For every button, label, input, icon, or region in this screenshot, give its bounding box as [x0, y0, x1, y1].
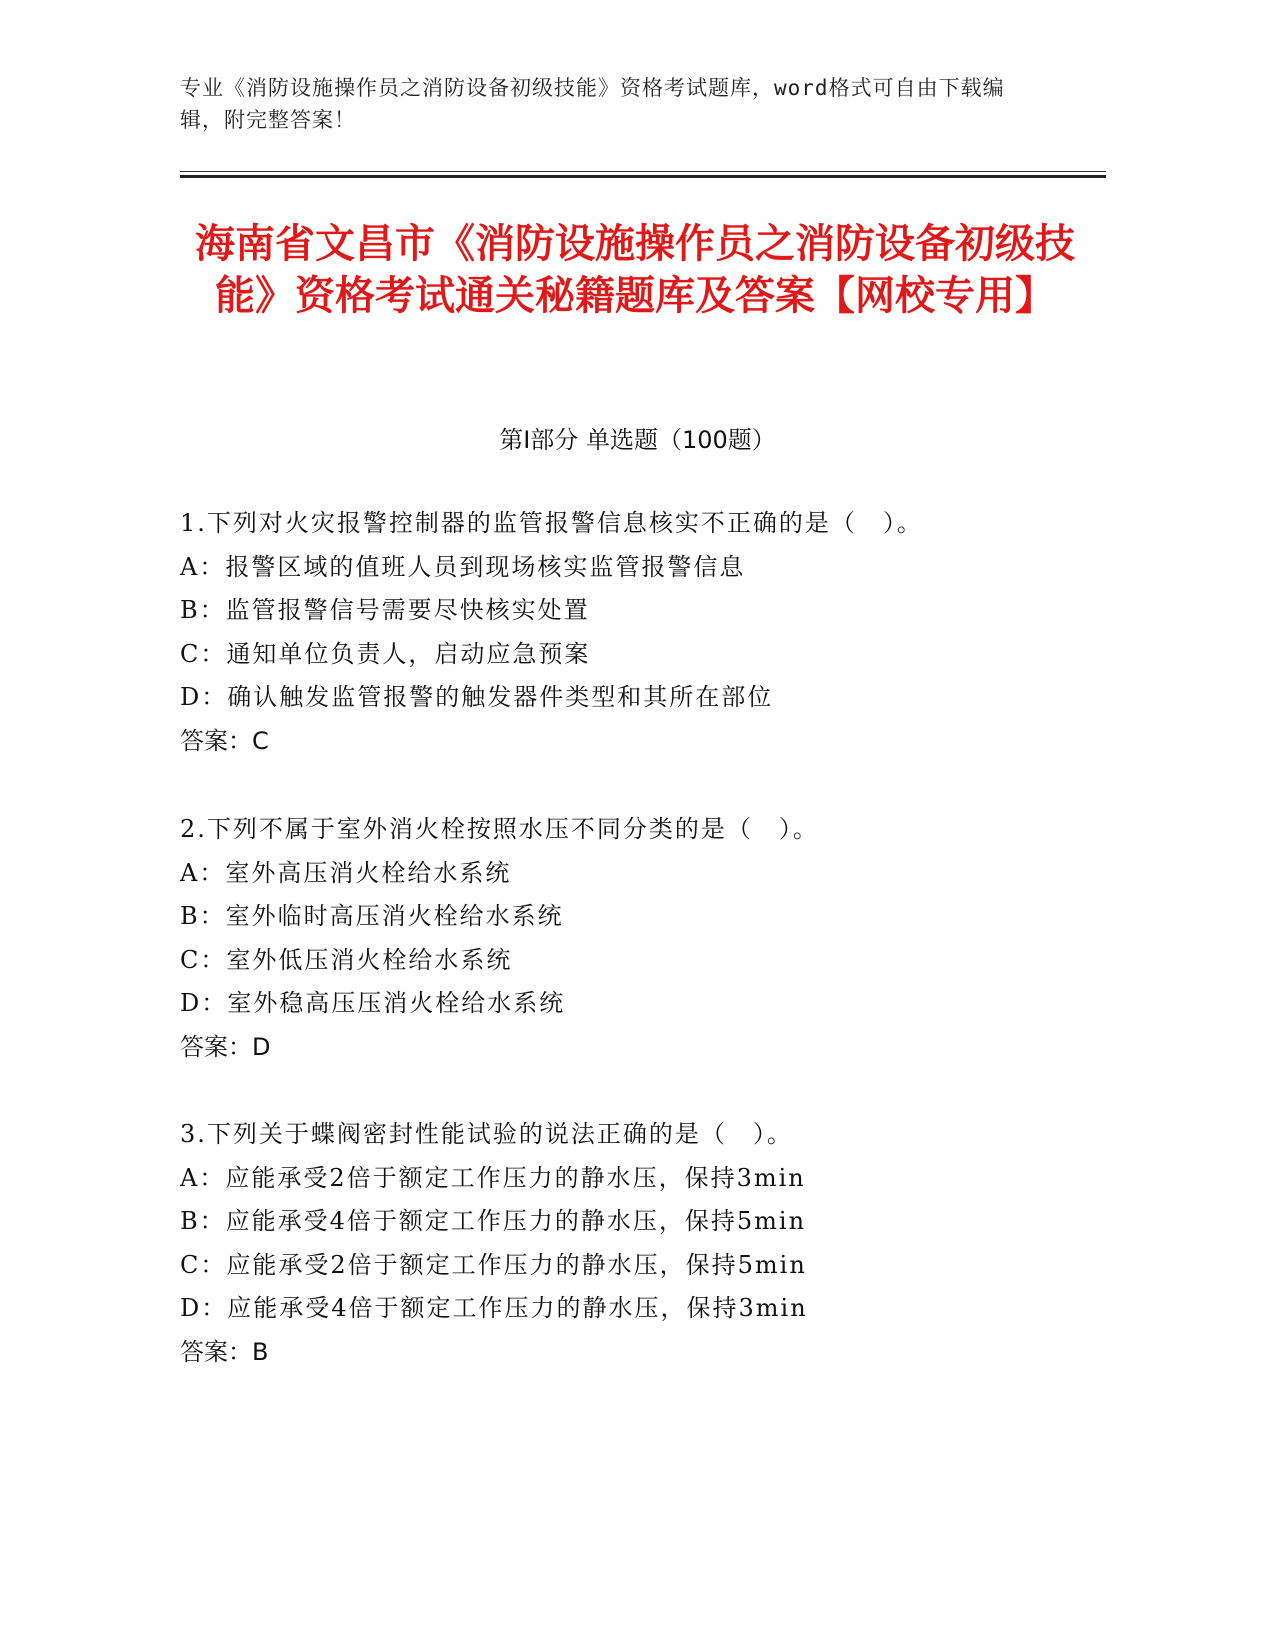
header-rule-thick	[180, 175, 1106, 178]
answer-line: 答案：D	[180, 1032, 271, 1061]
answer-line: 答案：C	[180, 726, 269, 755]
document-title: 海南省文昌市《消防设施操作员之消防设备初级技能》资格考试通关秘籍题库及答案【网校专用】	[195, 221, 1075, 319]
option-c: C：室外低压消火栓给水系统	[180, 945, 513, 974]
section-heading: 第Ⅰ部分 单选题（100题）	[499, 426, 776, 454]
option-c: C：通知单位负责人，启动应急预案	[180, 639, 591, 668]
option-d: D：应能承受4倍于额定工作压力的静水压，保持3min	[180, 1294, 808, 1322]
header-rule-thin	[180, 171, 1106, 172]
option-c: C：应能承受2倍于额定工作压力的静水压，保持5min	[180, 1250, 807, 1279]
answer-line: 答案：B	[180, 1337, 269, 1366]
question-stem: 3.下列关于蝶阀密封性能试验的说法正确的是（ ）。	[180, 1120, 793, 1148]
question-stem: 2.下列不属于室外消火栓按照水压不同分类的是（ ）。	[180, 815, 819, 843]
option-a: A：应能承受2倍于额定工作压力的静水压，保持3min	[180, 1163, 806, 1192]
option-a: A：报警区域的值班人员到现场核实监管报警信息	[180, 552, 746, 581]
option-b: B：室外临时高压消火栓给水系统	[180, 902, 564, 930]
option-b: B：监管报警信号需要尽快核实处置	[180, 596, 590, 624]
question-stem: 1.下列对火灾报警控制器的监管报警信息核实不正确的是（ ）。	[180, 509, 923, 537]
header-note: 专业《消防设施操作员之消防设备初级技能》资格考试题库，word格式可自由下载编辑，附完整答案！	[180, 76, 1005, 132]
question-1	[180, 502, 1080, 763]
option-b: B：应能承受4倍于额定工作压力的静水压，保持5min	[180, 1207, 807, 1235]
option-d: D：确认触发监管报警的触发器件类型和其所在部位	[180, 683, 774, 711]
question-3	[180, 1113, 1080, 1374]
option-d: D：室外稳高压压消火栓给水系统	[180, 989, 566, 1017]
option-a: A：室外高压消火栓给水系统	[180, 858, 512, 887]
question-2	[180, 808, 1080, 1069]
